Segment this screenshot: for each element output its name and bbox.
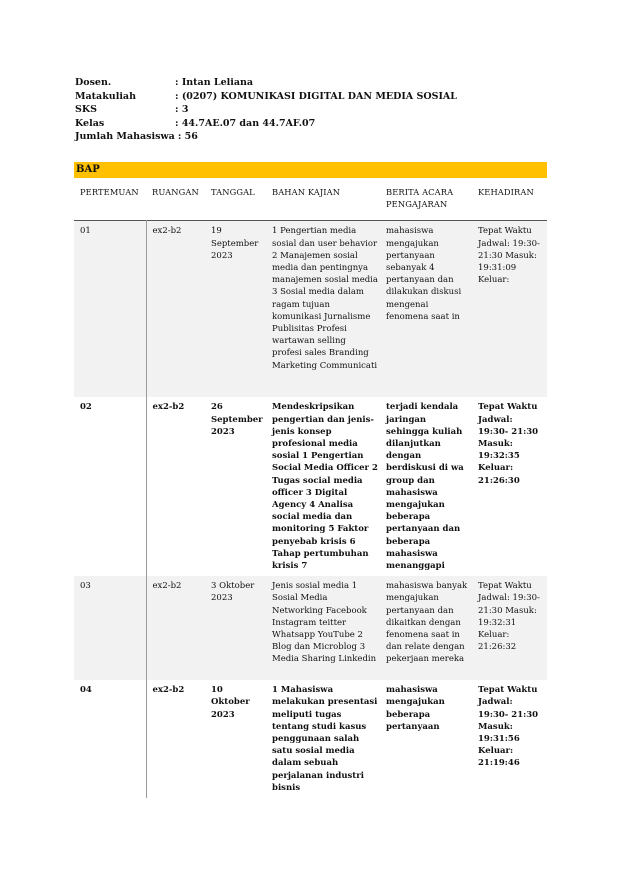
col-header-kehadiran: KEHADIRAN [478,187,534,197]
col-header-pertemuan: PERTEMUAN [80,187,139,197]
jumlah-value: : 56 [177,131,198,142]
info-row-kelas [75,117,457,131]
info-row-jumlah [75,130,457,144]
matakuliah-label: Matakuliah [75,90,136,102]
course-info [75,76,457,144]
cell-tanggal: 3 Oktober 2023 [205,576,266,680]
cell-bahan-kajian: 1 Mahasiswa melakukan presentasi meliputi tugas tentang studi kasus penggunaan salah satu sosial media dalam sebuah perjalanan industri bisnis [272,685,378,793]
bap-section-header: BAP [74,162,547,178]
cell-kehadiran: Tepat Waktu Jadwal: 19:30- 21:30 Masuk: 19:32:35 Keluar: 21:26:30 [478,402,539,486]
matakuliah-value: : (0207) KOMUNIKASI DIGITAL DAN MEDIA SOSIAL [175,90,457,102]
kelas-value: : 44.7AE.07 dan 44.7AF.07 [175,117,316,129]
cell-kehadiran: Tepat Waktu Jadwal: 19:30- 21:30 Masuk: 19:32:31 Keluar: 21:26:32 [472,576,547,680]
cell-kehadiran: Tepat Waktu Jadwal: 19:30- 21:30 Masuk: 19:31:09 Keluar: [472,221,547,398]
cell-tanggal: 26 September 2023 [211,402,263,437]
cell-pertemuan: 03 [74,576,146,680]
cell-bahan-kajian: Mendeskripsikan pengertian dan jenis-jenis konsep profesional media sosial 1 Pengertian Social Media Officer 2 Tugas social media officer 3 Digital Agency 4 Analisa social media dan monitoring 5 Faktor penyebab krisis 6 Tahap pertumbuhan krisis 7 [272,402,378,572]
cell-pertemuan: 04 [74,680,146,798]
dosen-value: : Intan Leliana [175,77,254,88]
cell-berita-acara: terjadi kendala jaringan sehingga kuliah dilanjutkan dengan berdiskusi di wa group dan mahasiswa mengajukan beberapa pertanyaan dan beberapa mahasiswa menanggapi [386,402,464,572]
cell-bahan-kajian: 1 Pengertian media sosial dan user behavior 2 Manajemen sosial media dan pentingnya manajemen sosial media 3 Sosial media dalam ragam tujuan komunikasi Jurnalisme Publisitas Profesi wartawan selling profesi sales Branding Marketing Communicati [266,221,380,398]
table-row [74,576,547,680]
info-row-sks [75,103,457,117]
cell-kehadiran: Tepat Waktu Jadwal: 19:30- 21:30 Masuk: 19:31:56 Keluar: 21:19:46 [478,685,539,769]
table-row [74,397,547,576]
sks-label: SKS [75,104,97,115]
cell-tanggal: 10 Oktober 2023 [211,685,250,720]
cell-ruangan: ex2-b2 [146,576,205,680]
col-header-bahan-kajian: BAHAN KAJIAN [272,187,341,197]
cell-bahan-kajian: Jenis sosial media 1 Sosial Media Networking Facebook Instagram teitter Whatsapp YouTube 2 Blog dan Microblog 3 Media Sharing Linkedin [266,576,380,680]
info-row-matakuliah [75,90,457,104]
cell-ruangan: ex2-b2 [152,685,185,696]
cell-berita-acara: mahasiswa banyak mengajukan pertanyaan dan dikaitkan dengan fenomena saat in dan relate dengan pekerjaan mereka [380,576,472,680]
jumlah-label: Jumlah Mahasiswa [75,131,175,142]
col-header-berita-acara: BERITA ACARA PENGAJARAN [386,187,454,210]
table-row [74,221,547,398]
cell-pertemuan: 01 [74,221,146,398]
col-header-tanggal: TANGGAL [211,187,255,197]
cell-ruangan: ex2-b2 [146,221,205,398]
col-header-ruangan: RUANGAN [152,187,199,197]
cell-berita-acara: mahasiswa mengajukan pertanyaan sebanyak 4 pertanyaan dan dilakukan diskusi mengenai fenomena saat in [380,221,472,398]
dosen-label: Dosen. [75,77,112,88]
bap-table [74,180,547,798]
sks-value: : 3 [175,104,189,115]
cell-pertemuan: 02 [74,397,146,576]
table-row [74,680,547,798]
cell-tanggal: 19 September 2023 [205,221,266,398]
kelas-label: Kelas [75,117,105,129]
cell-ruangan: ex2-b2 [152,402,185,413]
table-header-row [74,180,547,221]
info-row-dosen [75,76,457,90]
cell-berita-acara: mahasiswa mengajukan beberapa pertanyaan [386,685,445,732]
